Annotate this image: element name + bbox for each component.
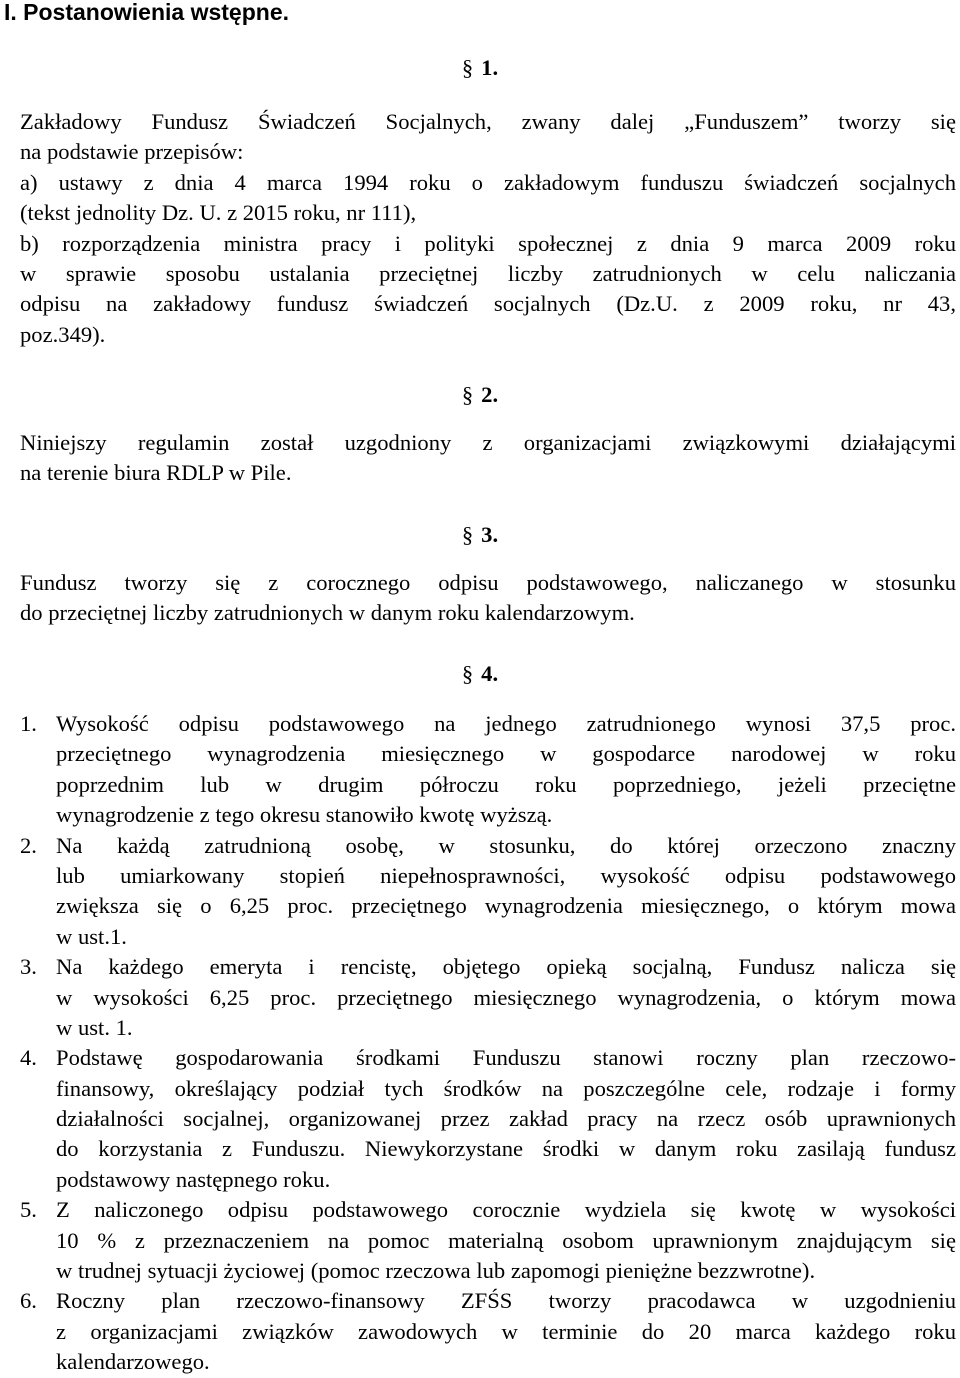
text-line: na terenie biura RDLP w Pile. [20, 460, 292, 486]
text-line: Na każdą zatrudnioną osobę, w stosunku, do której orzeczono znaczny [56, 832, 956, 858]
section-heading-1 [0, 53, 960, 83]
text-line: przeciętnego wynagrodzenia miesięcznego w gospodarce narodowej w roku [56, 741, 956, 767]
text-line: na podstawie przepisów: [20, 139, 244, 165]
text-line: podstawowy następnego roku. [56, 1166, 331, 1192]
list-item-number: 5. [20, 1197, 37, 1223]
text-line: z organizacjami związków zawodowych w terminie do 20 marca każdego roku [56, 1318, 956, 1344]
text-line: a) ustawy z dnia 4 marca 1994 roku o zakładowym funduszu świadczeń socjalnych [20, 169, 956, 195]
list-item [20, 831, 956, 953]
text-line: w trudnej sytuacji życiowej (pomoc rzeczowa lub zapomogi pieniężne bezzwrotne). [56, 1258, 816, 1284]
list-item [20, 709, 956, 831]
text-line: poprzednim lub w drugim półroczu roku poprzedniego, jeżeli przeciętne [56, 771, 956, 797]
section-2-body [20, 428, 956, 489]
list-item-number: 3. [20, 954, 37, 980]
list-item [20, 952, 956, 1043]
text-line: zwiększa się o 6,25 proc. przeciętnego wynagrodzenia miesięcznego, o którym mowa [56, 893, 956, 919]
section-4-list [20, 709, 956, 1378]
text-line: odpisu na zakładowy fundusz świadczeń socjalnych (Dz.U. z 2009 roku, nr 43, [20, 291, 956, 317]
list-item-number: 2. [20, 832, 37, 858]
text-line: Roczny plan rzeczowo-finansowy ZFŚS tworzy pracodawca w uzgodnieniu [56, 1288, 956, 1314]
text-line: kalendarzowego. [56, 1349, 210, 1375]
list-item-number: 1. [20, 711, 37, 736]
text-line: Zakładowy Fundusz Świadczeń Socjalnych, zwany dalej „Funduszem” tworzy się [20, 109, 956, 134]
text-line: poz.349). [20, 321, 106, 347]
text-line: lub umiarkowany stopień niepełnosprawności, wysokość odpisu podstawowego [56, 862, 956, 888]
text-line: działalności socjalnej, organizowanej przez zakład pracy na rzecz osób uprawnionych [56, 1106, 956, 1132]
chapter-heading: I. Postanowienia wstępne. [4, 0, 290, 25]
list-item [20, 1286, 956, 1377]
section-number: 3. [481, 522, 499, 547]
text-line: wynagrodzenie z tego okresu stanowiło kwotę wyższą. [56, 802, 553, 828]
text-line: w sprawie sposobu ustalania przeciętnej liczby zatrudnionych w celu naliczania [20, 260, 956, 286]
text-line: finansowy, określający podział tych środków na poszczególne cele, rodzaje i formy [56, 1075, 956, 1101]
section-number: 1. [481, 55, 499, 80]
text-line: w ust.1. [56, 923, 127, 949]
section-heading-4 [0, 659, 960, 689]
section-number: 2. [481, 382, 499, 407]
text-line: 10 % z przeznaczeniem na pomoc materialną osobom uprawnionym znajdującym się [56, 1227, 956, 1253]
section-3-body [20, 568, 956, 629]
section-heading-2 [0, 380, 960, 410]
text-line: w wysokości 6,25 proc. przeciętnego miesięcznego wynagrodzenia, o którym mowa [56, 984, 956, 1010]
text-line: Fundusz tworzy się z corocznego odpisu podstawowego, naliczanego w stosunku [20, 570, 956, 595]
list-item [20, 1043, 956, 1195]
text-line: Podstawę gospodarowania środkami Funduszu stanowi roczny plan rzeczowo- [56, 1045, 956, 1071]
list-item-number: 6. [20, 1288, 37, 1314]
text-line: b) rozporządzenia ministra pracy i polityki społecznej z dnia 9 marca 2009 roku [20, 230, 956, 256]
text-line: Wysokość odpisu podstawowego na jednego zatrudnionego wynosi 37,5 proc. [56, 711, 956, 736]
list-item [20, 1195, 956, 1286]
text-line: do korzystania z Funduszu. Niewykorzystane środki w danym roku zasilają fundusz [56, 1136, 956, 1162]
section-heading-3 [0, 520, 960, 550]
list-item-number: 4. [20, 1045, 37, 1071]
text-line: Z naliczonego odpisu podstawowego corocznie wydziela się kwotę w wysokości [56, 1197, 956, 1223]
text-line: Niniejszy regulamin został uzgodniony z organizacjami związkowymi działającymi [20, 430, 956, 455]
text-line: do przeciętnej liczby zatrudnionych w danym roku kalendarzowym. [20, 600, 635, 626]
section-sign: § [461, 661, 474, 686]
section-1-body [20, 107, 956, 350]
text-line: Na każdego emeryta i rencistę, objętego opieką socjalną, Fundusz nalicza się [56, 954, 956, 980]
section-sign: § [461, 522, 474, 547]
text-line: (tekst jednolity Dz. U. z 2015 roku, nr 111), [20, 200, 417, 226]
section-sign: § [461, 382, 474, 407]
text-line: w ust. 1. [56, 1014, 133, 1040]
section-sign: § [461, 55, 474, 80]
section-number: 4. [481, 661, 499, 686]
